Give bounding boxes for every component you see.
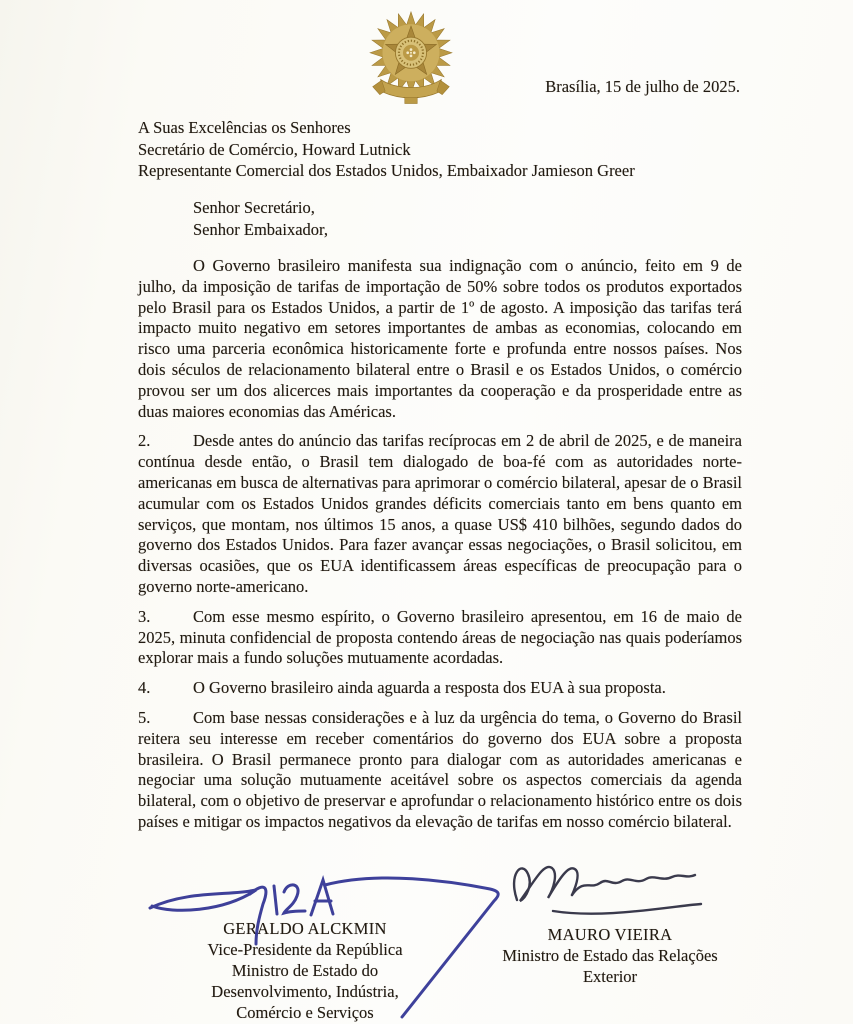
date-line: Brasília, 15 de julho de 2025. <box>545 77 740 96</box>
paragraph-5 <box>138 708 742 833</box>
paragraph-4 <box>138 678 742 699</box>
paragraph-number: 3. <box>138 606 151 626</box>
salutation-block <box>193 197 328 240</box>
vieira-handwritten-signature <box>503 854 715 928</box>
signer-title-line: Desenvolvimento, Indústria, <box>211 982 399 1001</box>
addressee-line: A Suas Excelências os Senhores <box>138 118 351 137</box>
paragraph-text: O Governo brasileiro ainda aguarda a resposta dos EUA à sua proposta. <box>193 678 666 698</box>
paragraph-number: 2. <box>138 431 151 451</box>
paragraph-number: 4. <box>138 678 151 698</box>
paragraph-1: O Governo brasileiro manifesta sua indignação com o anúncio, feito em 9 de julho, da imposição de tarifas de importação de 50% sobre todos os produtos exportados pelo Brasil para os Estados Unidos, a partir de 1º de agosto. A imposição das tarifas terá impacto muito negativo em setores importantes de ambas as economias, colocando em risco uma parceria econômica historicamente forte e profunda entre nossos países. Nos dois séculos de relacionamento bilateral entre o Brasil e os Estados Unidos, o comércio provou ser um dos alicerces mais importantes da cooperação e da prosperidade entre as duas maiores economias das Américas. <box>138 256 742 421</box>
letter-body <box>138 256 742 842</box>
salutation-line: Senhor Secretário, <box>193 198 315 217</box>
addressee-line: Representante Comercial dos Estados Unidos, Embaixador Jamieson Greer <box>138 161 635 180</box>
signer-name: MAURO VIEIRA <box>547 925 673 944</box>
paragraph-text: Com base nessas considerações e à luz da urgência do tema, o Governo do Brasil reitera seu interesse em receber comentários do governo dos EUA sobre a proposta brasileira. O Brasil permanece pronto para dialogar com as autoridades americanas e negociar uma solução mutuamente aceitável sobre os aspectos comerciais da agenda bilateral, com o objetivo de preservar e aprofundar o relacionamento histórico entre os dois países e mitigar os impactos negativos da elevação de tarifas em nosso comércio bilateral. <box>138 707 742 831</box>
paragraph-number: 5. <box>138 707 151 727</box>
addressee-block <box>138 117 635 182</box>
addressee-line: Secretário de Comércio, Howard Lutnick <box>138 139 411 159</box>
signer-title-line: Ministro de Estado do <box>231 961 379 980</box>
paragraph-text: Desde antes do anúncio das tarifas recíprocas em 2 de abril de 2025, e de maneira contínua desde então, o Brasil tem dialogado de boa-fé com as autoridades norte-americanas em busca de alternativas para aprimorar o comércio bilateral, apesar de o Brasil acumular com os Estados Unidos grandes déficits comerciais tanto em bens quanto em serviços, que montam, nos últimos 15 anos, a quase US$ 410 bilhões, segundo dados do governo dos Estados Unidos. Para fazer avançar essas negociações, o Brasil solicitou, em diversas ocasiões, que os EUA identificassem áreas específicas de preocupação para o governo norte-americano. <box>138 431 742 596</box>
signer-title-line: Vice-Presidente da República <box>207 940 403 959</box>
paragraph-2 <box>138 431 742 597</box>
salutation-line: Senhor Embaixador, <box>193 219 328 239</box>
signer-title-line: Ministro de Estado das Relações <box>502 946 718 965</box>
signature-block-vieira <box>466 924 754 987</box>
signature-block-alckmin <box>156 918 454 1023</box>
signer-title-line: Exterior <box>582 967 638 986</box>
brazil-coat-of-arms-seal-icon <box>366 10 456 108</box>
brazil-coat-of-arms-icon <box>366 10 456 108</box>
signer-name: GERALDO ALCKMIN <box>223 919 387 938</box>
paragraph-3 <box>138 607 742 669</box>
signer-title-line: Comércio e Serviços <box>236 1003 374 1022</box>
paragraph-text: Com esse mesmo espírito, o Governo brasileiro apresentou, em 16 de maio de 2025, minuta confidencial de proposta contendo áreas de negociação nas quais poderíamos explorar mais a fundo soluções mutuamente acordadas. <box>138 606 742 668</box>
